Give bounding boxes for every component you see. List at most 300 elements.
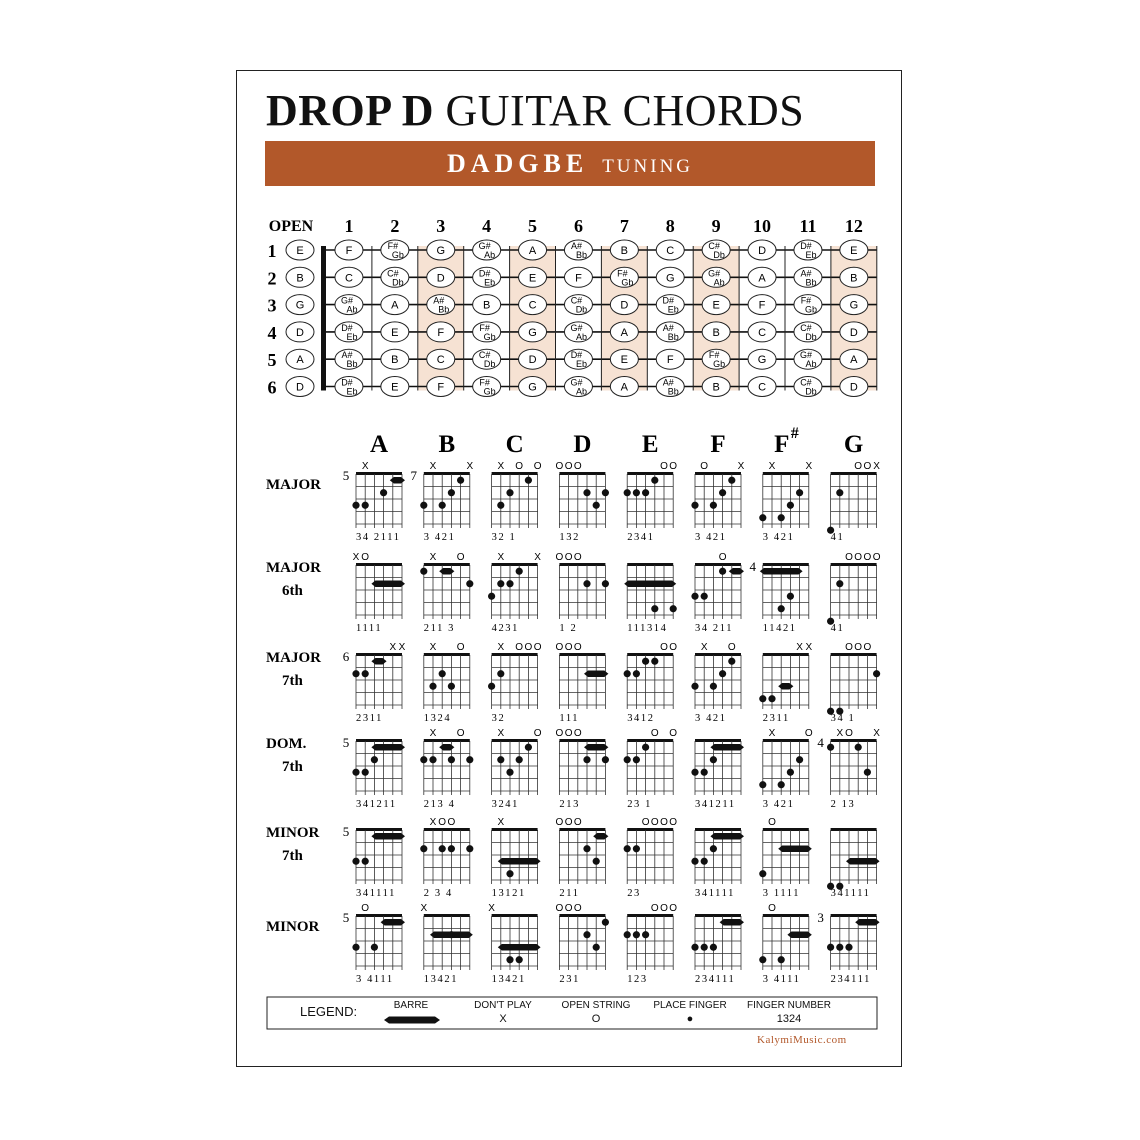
- fret-position-label: 5: [342, 468, 350, 483]
- open-string-mark: O: [456, 728, 465, 739]
- dont-play-mark: X: [836, 728, 844, 739]
- open-string-mark: O: [573, 552, 582, 563]
- note-label: C: [436, 354, 445, 367]
- legend-item: [640, 1000, 740, 1025]
- chord-type-label: DOM.: [266, 736, 307, 752]
- note-sharp-label: D#: [478, 268, 491, 279]
- dont-play-mark: X: [497, 817, 505, 828]
- chord-root-label: C: [505, 431, 524, 458]
- legend-item: [361, 1000, 461, 1013]
- open-note-label: D: [296, 381, 304, 394]
- open-note-label: B: [296, 272, 304, 285]
- legend-barre-icon: [384, 1017, 440, 1024]
- legend-item-symbol: 1324: [776, 1013, 802, 1025]
- open-string-mark: O: [564, 903, 573, 914]
- note-flat-label: Bb: [667, 386, 679, 397]
- note-sharp-label: C#: [708, 241, 720, 251]
- note-sharp-label: D#: [341, 322, 353, 333]
- dont-play-mark: X: [429, 552, 437, 563]
- note-label: E: [850, 245, 858, 257]
- note-label: B: [391, 354, 399, 367]
- note-flat-label: Gb: [483, 331, 496, 342]
- finger-numbers: 234111: [695, 974, 736, 985]
- chord-root-label: A: [369, 431, 389, 458]
- note-sharp-label: G#: [340, 295, 353, 306]
- open-header: OPEN: [268, 218, 314, 235]
- legend-item: [546, 1000, 646, 1025]
- open-string-mark: O: [641, 817, 650, 828]
- open-string-mark: O: [555, 642, 564, 653]
- open-string-mark: O: [845, 642, 853, 653]
- chord-type-label: 7th: [282, 848, 303, 864]
- open-string-mark: O: [854, 642, 863, 653]
- dont-play-mark: X: [768, 728, 776, 739]
- fret-number: 1: [344, 216, 354, 236]
- open-string-mark: O: [564, 817, 573, 828]
- open-string-mark: O: [669, 461, 678, 472]
- note-label: A: [528, 245, 537, 257]
- dont-play-mark: X: [497, 642, 505, 653]
- finger-numbers: 2311: [762, 713, 790, 724]
- note-label: C: [344, 272, 353, 285]
- note-sharp-label: F#: [387, 241, 399, 251]
- finger-numbers: 341211: [356, 799, 397, 810]
- fret-position-label: 6: [342, 649, 350, 664]
- open-string-mark: O: [555, 728, 564, 739]
- fret-position-label: 5: [342, 735, 350, 750]
- open-string-mark: O: [669, 817, 678, 828]
- fret-number: 9: [711, 216, 721, 236]
- legend-item: [453, 1000, 553, 1025]
- note-sharp-label: C#: [478, 350, 491, 361]
- note-flat-label: Ab: [575, 331, 587, 342]
- note-label: G: [757, 354, 767, 367]
- open-string-mark: O: [564, 728, 573, 739]
- chord-root-label: B: [438, 431, 456, 458]
- open-string-mark: O: [555, 552, 564, 563]
- open-note-label: E: [296, 245, 304, 257]
- note-label: E: [528, 272, 537, 285]
- dont-play-mark: X: [768, 461, 776, 472]
- finger-numbers: 23 1: [627, 799, 652, 810]
- legend-item: [739, 1000, 839, 1025]
- finger-numbers: 32: [491, 713, 506, 724]
- open-string-mark: O: [361, 903, 370, 914]
- finger-numbers: 123: [627, 974, 648, 985]
- dont-play-mark: X: [497, 552, 505, 563]
- open-string-mark: O: [854, 461, 863, 472]
- note-label: E: [391, 381, 399, 394]
- dont-play-mark: X: [488, 903, 495, 914]
- fret-position-label: 3: [817, 910, 824, 925]
- dont-play-mark: X: [398, 642, 406, 653]
- note-label: B: [620, 245, 629, 257]
- chord-root-label: E: [641, 431, 659, 458]
- note-sharp-label: A#: [662, 377, 674, 388]
- note-sharp-label: A#: [570, 241, 582, 251]
- note-label: F: [575, 272, 582, 285]
- open-string-mark: O: [768, 903, 776, 914]
- note-label: C: [666, 245, 675, 257]
- finger-numbers: 2341: [627, 532, 655, 543]
- finger-numbers: 11421: [762, 623, 797, 634]
- open-string-mark: O: [533, 642, 542, 653]
- open-string-mark: O: [515, 461, 524, 472]
- finger-numbers: 34 1: [830, 713, 856, 724]
- note-flat-label: Eb: [484, 277, 496, 288]
- note-label: B: [712, 326, 720, 339]
- note-label: E: [712, 299, 720, 312]
- note-label: D: [436, 272, 445, 285]
- finger-numbers: 341111: [830, 888, 871, 899]
- dont-play-mark: X: [429, 642, 437, 653]
- finger-numbers: 3 421: [695, 713, 727, 724]
- chord-root-label: F: [774, 431, 790, 458]
- fret-number: 2: [390, 216, 400, 236]
- finger-numbers: 23: [627, 888, 641, 899]
- note-label: A: [391, 299, 399, 312]
- chord-type-label: MINOR: [266, 825, 320, 841]
- note-sharp-label: D#: [570, 350, 583, 361]
- open-string-mark: O: [573, 728, 582, 739]
- dont-play-mark: X: [737, 461, 745, 472]
- chord-root-label: D: [573, 431, 592, 458]
- open-string-mark: O: [573, 642, 582, 653]
- note-flat-label: Eb: [667, 304, 679, 315]
- chord-root-label: F: [710, 431, 726, 458]
- note-label: C: [758, 326, 767, 339]
- finger-numbers: 3 421: [695, 532, 727, 543]
- dont-play-mark: X: [700, 642, 708, 653]
- chord-root-label: G: [843, 431, 864, 458]
- note-flat-label: Db: [575, 304, 588, 315]
- note-flat-label: Ab: [346, 304, 358, 315]
- finger-numbers: 32 1: [491, 532, 517, 543]
- open-string-mark: O: [660, 817, 668, 828]
- chord-type-label: 7th: [282, 673, 303, 689]
- open-string-mark: O: [555, 461, 564, 472]
- note-label: F: [666, 354, 674, 367]
- open-string-mark: O: [660, 642, 668, 653]
- finger-numbers: 1324: [423, 713, 452, 724]
- note-flat-label: Bb: [575, 250, 587, 260]
- open-string-mark: O: [555, 817, 564, 828]
- open-note-label: D: [296, 326, 304, 339]
- note-sharp-label: F#: [708, 350, 720, 361]
- finger-numbers: 3412: [627, 713, 655, 724]
- finger-numbers: 13121: [491, 888, 526, 899]
- note-sharp-label: D#: [662, 295, 675, 306]
- legend-item-name: PLACE FINGER: [653, 1000, 727, 1011]
- note-flat-label: Gb: [804, 304, 817, 315]
- note-sharp-label: F#: [617, 268, 628, 279]
- open-string-mark: O: [555, 903, 564, 914]
- fret-number: 4: [482, 216, 492, 236]
- dont-play-mark: X: [796, 642, 803, 653]
- note-label: G: [528, 381, 537, 394]
- open-note-label: A: [296, 354, 304, 367]
- open-string-mark: O: [660, 903, 668, 914]
- chord-type-label: 6th: [282, 583, 303, 599]
- note-label: D: [849, 326, 858, 339]
- fret-number: 3: [436, 216, 446, 236]
- note-sharp-label: G#: [570, 322, 583, 333]
- note-label: F: [437, 326, 445, 339]
- title-bold: DROP D: [266, 86, 434, 135]
- fret-position-label: 5: [342, 824, 350, 839]
- open-string-mark: O: [669, 728, 678, 739]
- fret-number: 8: [665, 216, 675, 236]
- finger-numbers: 111: [559, 713, 580, 724]
- open-string-mark: O: [564, 552, 573, 563]
- open-string-mark: O: [650, 903, 659, 914]
- finger-numbers: 234111: [830, 974, 871, 985]
- note-flat-label: Db: [805, 386, 817, 397]
- note-label: G: [849, 299, 859, 312]
- open-string-mark: O: [564, 461, 573, 472]
- string-number: 4: [267, 322, 277, 343]
- finger-numbers: 213 4: [423, 799, 456, 810]
- open-string-mark: O: [533, 728, 542, 739]
- note-label: F: [758, 299, 766, 312]
- finger-numbers: 41: [830, 623, 845, 634]
- tuning-word: TUNING: [602, 156, 694, 177]
- finger-numbers: 13421: [491, 974, 526, 985]
- finger-numbers: 13421: [423, 974, 459, 985]
- note-sharp-label: A#: [433, 295, 445, 306]
- finger-numbers: 34 2111: [356, 532, 401, 543]
- note-flat-label: Gb: [621, 277, 634, 288]
- note-label: B: [482, 299, 491, 312]
- note-sharp-label: A#: [800, 268, 812, 279]
- note-flat-label: Bb: [346, 359, 358, 370]
- open-string-mark: O: [669, 642, 678, 653]
- dont-play-mark: X: [429, 728, 437, 739]
- legend-item-symbol: O: [591, 1013, 601, 1025]
- note-sharp-label: A#: [662, 322, 674, 333]
- note-flat-label: Eb: [575, 359, 587, 370]
- note-sharp-label: G#: [570, 377, 583, 388]
- dont-play-mark: X: [389, 642, 397, 653]
- legend-label: LEGEND:: [300, 1004, 358, 1019]
- open-string-mark: O: [863, 461, 872, 472]
- dont-play-mark: X: [873, 461, 880, 472]
- open-string-mark: O: [573, 461, 582, 472]
- open-string-mark: O: [872, 552, 881, 563]
- legend-item-name: BARRE: [393, 1000, 429, 1011]
- note-flat-label: Db: [392, 277, 404, 288]
- finger-numbers: 341111: [356, 888, 396, 899]
- open-string-mark: O: [863, 552, 872, 563]
- dont-play-mark: X: [497, 461, 505, 472]
- legend-item-symbol: X: [499, 1013, 507, 1025]
- note-label: G: [665, 272, 675, 285]
- dont-play-mark: X: [466, 461, 474, 472]
- dont-play-mark: X: [873, 728, 880, 739]
- finger-numbers: 3 421: [762, 799, 795, 810]
- finger-numbers: 3 4111: [356, 974, 394, 985]
- note-flat-label: Db: [483, 359, 496, 370]
- finger-numbers: 3 1111: [762, 888, 801, 899]
- dont-play-mark: X: [420, 903, 428, 914]
- string-number: 6: [267, 377, 277, 398]
- title-light: GUITAR CHORDS: [445, 86, 805, 135]
- note-label: A: [758, 272, 766, 285]
- note-sharp-label: C#: [800, 322, 812, 333]
- open-string-mark: O: [650, 817, 659, 828]
- finger-numbers: 231: [559, 974, 580, 985]
- note-label: A: [620, 326, 629, 339]
- credit-text: KalymiMusic.com: [757, 1034, 847, 1046]
- note-flat-label: Gb: [713, 359, 726, 370]
- finger-numbers: 2 3 4: [423, 888, 453, 899]
- finger-numbers: 211 3: [423, 623, 456, 634]
- open-string-mark: O: [727, 642, 736, 653]
- finger-numbers: 132: [559, 532, 580, 543]
- fret-position-label: 4: [749, 559, 757, 574]
- open-string-mark: O: [669, 903, 678, 914]
- note-flat-label: Gb: [391, 250, 404, 260]
- note-sharp-label: A#: [341, 350, 353, 361]
- open-string-mark: O: [863, 642, 872, 653]
- string-number: 3: [267, 295, 277, 316]
- open-string-mark: O: [718, 552, 727, 563]
- open-note-label: G: [295, 299, 305, 312]
- fret-position-label: 4: [817, 735, 824, 750]
- note-sharp-label: F#: [479, 377, 490, 388]
- note-label: B: [850, 272, 858, 285]
- note-flat-label: Bb: [805, 277, 817, 288]
- open-string-mark: O: [845, 552, 853, 563]
- dont-play-mark: X: [805, 642, 813, 653]
- open-string-mark: O: [456, 642, 465, 653]
- note-sharp-label: G#: [708, 268, 721, 279]
- note-flat-label: Bb: [667, 331, 679, 342]
- open-string-mark: O: [456, 552, 465, 563]
- finger-numbers: 34 211: [695, 623, 734, 634]
- note-sharp-label: G#: [478, 241, 491, 251]
- note-flat-label: Eb: [805, 250, 817, 260]
- fret-number: 10: [753, 216, 772, 236]
- note-label: E: [620, 354, 629, 367]
- finger-numbers: 341111: [695, 888, 735, 899]
- note-flat-label: Db: [713, 250, 725, 260]
- note-sharp-label: F#: [479, 322, 490, 333]
- note-sharp-label: C#: [387, 268, 399, 279]
- fret-position-label: 5: [342, 910, 350, 925]
- dont-play-mark: X: [361, 461, 369, 472]
- finger-numbers: 4231: [491, 623, 520, 634]
- finger-numbers: 3 421: [423, 532, 456, 543]
- dont-play-mark: X: [534, 552, 541, 563]
- note-flat-label: Ab: [713, 277, 725, 288]
- fret-number: 6: [573, 216, 583, 236]
- note-sharp-label: F#: [800, 295, 812, 306]
- open-string-mark: O: [768, 817, 776, 828]
- open-string-mark: O: [660, 461, 668, 472]
- open-string-mark: O: [700, 461, 709, 472]
- legend-item-name: OPEN STRING: [561, 1000, 631, 1011]
- finger-numbers: 41: [830, 532, 845, 543]
- legend-item-symbol: ●: [686, 1013, 694, 1025]
- note-flat-label: Bb: [438, 304, 450, 315]
- chord-type-label: MINOR: [266, 919, 320, 935]
- note-sharp-label: C#: [800, 377, 812, 388]
- note-label: C: [528, 299, 537, 312]
- fret-number: 5: [528, 216, 538, 236]
- finger-numbers: 2311: [356, 713, 384, 724]
- string-number: 5: [267, 350, 277, 371]
- open-string-mark: O: [573, 817, 582, 828]
- note-flat-label: Ab: [805, 359, 817, 370]
- string-number: 1: [267, 241, 277, 261]
- note-label: C: [758, 381, 767, 394]
- note-label: D: [849, 381, 858, 394]
- note-flat-label: Gb: [483, 386, 496, 397]
- fret-position-label: 7: [410, 468, 418, 483]
- note-label: D: [620, 299, 629, 312]
- string-number: 2: [267, 268, 277, 289]
- chord-type-label: 7th: [282, 759, 303, 775]
- finger-numbers: 213: [559, 799, 580, 810]
- legend-item-name: FINGER NUMBER: [747, 1000, 831, 1011]
- finger-numbers: 2 13: [830, 799, 856, 810]
- note-flat-label: Db: [805, 331, 817, 342]
- dont-play-mark: X: [805, 461, 813, 472]
- note-sharp-label: D#: [800, 241, 812, 251]
- finger-numbers: 341211: [695, 799, 736, 810]
- open-string-mark: O: [515, 642, 524, 653]
- finger-numbers: 1111: [356, 623, 383, 634]
- open-string-mark: O: [361, 552, 370, 563]
- legend-item-name: DON'T PLAY: [474, 1000, 532, 1011]
- open-string-mark: O: [845, 728, 853, 739]
- note-label: A: [620, 381, 629, 394]
- finger-numbers: 3 4111: [762, 974, 801, 985]
- note-label: F: [437, 381, 445, 394]
- open-string-mark: O: [447, 817, 456, 828]
- open-string-mark: O: [573, 903, 582, 914]
- note-flat-label: Ab: [575, 386, 587, 397]
- note-label: G: [436, 245, 446, 257]
- dont-play-mark: X: [497, 728, 505, 739]
- note-flat-label: Eb: [346, 331, 358, 342]
- fret-number: 12: [844, 216, 863, 236]
- fret-number: 11: [799, 216, 817, 236]
- finger-numbers: 211: [559, 888, 580, 899]
- open-string-mark: O: [524, 642, 533, 653]
- tuning-letters: DADGBE: [446, 149, 589, 178]
- dont-play-mark: X: [352, 552, 360, 563]
- dont-play-mark: X: [429, 817, 437, 828]
- open-string-mark: O: [533, 461, 542, 472]
- chord-type-label: MAJOR: [266, 477, 321, 493]
- note-sharp-label: G#: [799, 350, 812, 361]
- open-string-mark: O: [804, 728, 813, 739]
- note-label: D: [758, 245, 767, 257]
- note-label: D: [528, 354, 537, 367]
- note-label: G: [528, 326, 537, 339]
- finger-numbers: 111314: [627, 623, 668, 634]
- finger-numbers: 1 2: [559, 623, 578, 634]
- dont-play-mark: X: [429, 461, 437, 472]
- chord-type-label: MAJOR: [266, 650, 321, 666]
- note-label: F: [345, 245, 353, 257]
- note-label: B: [712, 381, 720, 394]
- chord-type-label: MAJOR: [266, 560, 321, 576]
- note-sharp-label: D#: [341, 377, 353, 388]
- note-flat-label: Ab: [484, 250, 496, 260]
